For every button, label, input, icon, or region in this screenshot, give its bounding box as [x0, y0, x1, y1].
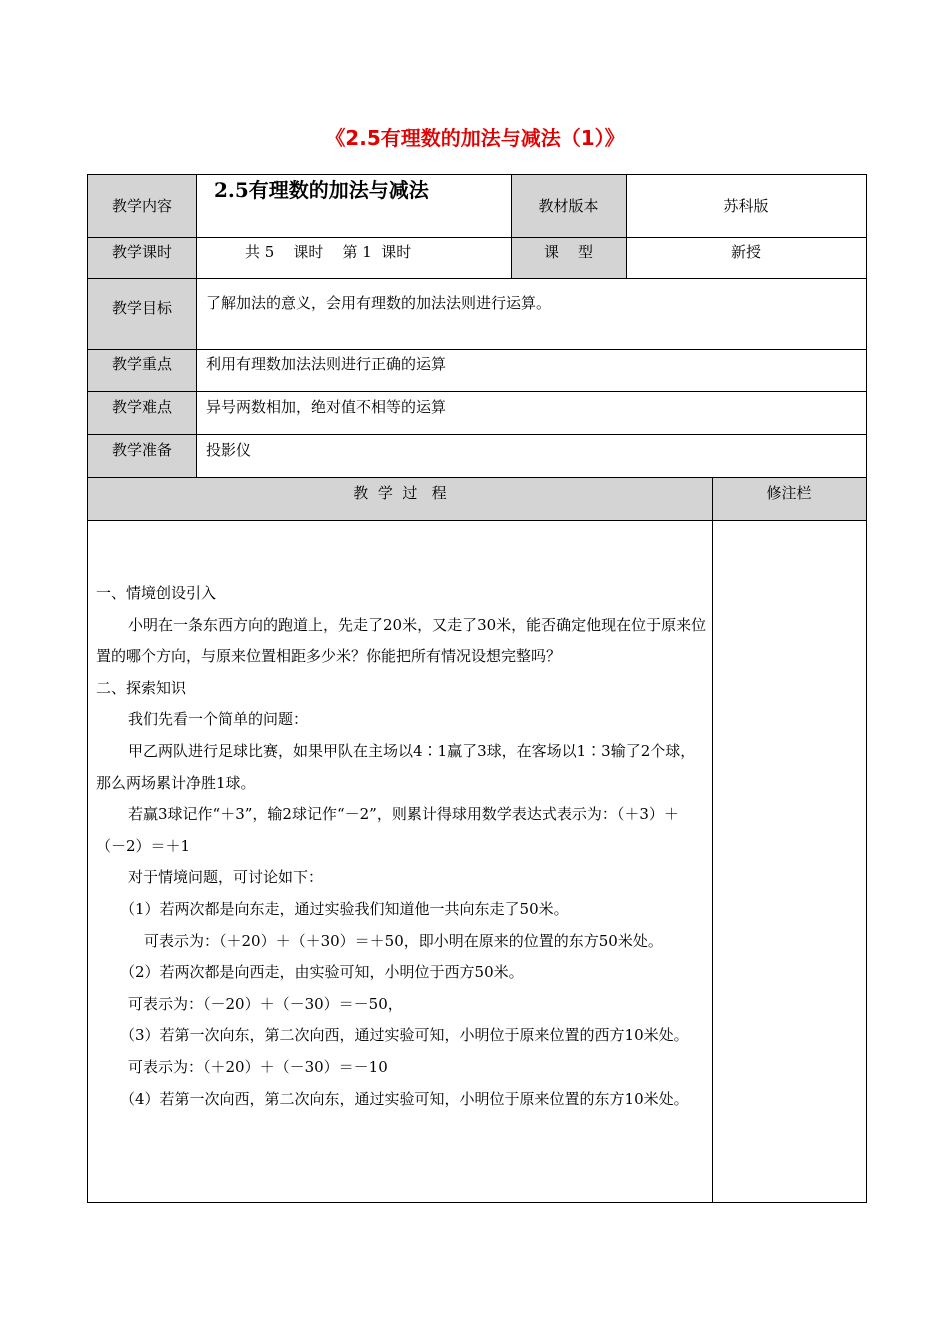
content-label: 教学内容 — [111, 197, 172, 215]
scenario-paragraph: 小明在一条东西方向的跑道上，先走了20米，又走了30米，能否确定他现在位于原来位置的哪个方向，与原来位置相距多少米？你能把所有情况设想完整吗？ — [96, 615, 707, 666]
document-title: 《2.5有理数的加法与减法（1）》 — [325, 126, 625, 150]
case-2-expression: 可表示为：（－20）＋（－30）＝－50， — [128, 994, 403, 1013]
body-paragraph: 对于情境问题，可讨论如下： — [128, 868, 324, 887]
process-body — [96, 578, 708, 1115]
goal-value: 了解加法的意义，会用有理数的加法法则进行运算。 — [206, 294, 552, 312]
topic-heading: 2.5有理数的加法与减法 — [214, 178, 429, 202]
case-4: （4）若第一次向西，第二次向东，通过实验可知，小明位于原来位置的东方10米处。 — [120, 1089, 689, 1108]
case-3: （3）若第一次向东，第二次向西，通过实验可知，小明位于原来位置的西方10米处。 — [120, 1026, 689, 1045]
case-1-expression: 可表示为：（＋20）＋（＋30）＝＋50，即小明在原来的位置的东方50米处。 — [144, 931, 663, 950]
body-paragraph: 我们先看一个简单的问题： — [128, 710, 309, 729]
edition-value: 苏科版 — [723, 197, 769, 215]
difficulty-value: 异号两数相加，绝对值不相等的运算 — [206, 398, 447, 416]
focus-label: 教学重点 — [111, 355, 172, 373]
prep-value: 投影仪 — [206, 441, 252, 459]
case-3-expression: 可表示为：（＋20）＋（－30）＝－10 — [128, 1057, 388, 1076]
goal-label: 教学目标 — [111, 299, 172, 317]
case-2: （2）若两次都是向西走，由实验可知，小明位于西方50米。 — [120, 963, 524, 982]
case-1: （1）若两次都是向东走，通过实验我们知道他一共向东走了50米。 — [120, 899, 569, 918]
notes-header: 修注栏 — [766, 484, 812, 502]
prep-label: 教学准备 — [111, 441, 172, 459]
body-paragraph: 甲乙两队进行足球比赛，如果甲队在主场以4∶1赢了3球，在客场以1∶3输了2个球，那么两场累计净胜1球。 — [96, 741, 696, 792]
type-label: 课 型 — [543, 243, 594, 261]
section-heading-explore: 二、探索知识 — [96, 678, 187, 697]
edition-label: 教材版本 — [538, 197, 599, 215]
section-heading-intro: 一、情境创设引入 — [96, 584, 217, 602]
focus-value: 利用有理数加法法则进行正确的运算 — [206, 355, 447, 373]
hours-label: 教学课时 — [111, 243, 172, 261]
hours-value: 共 5 课时 第 1 课时 — [245, 243, 412, 261]
body-paragraph: 若赢3球记作“＋3”，输2球记作“－2”，则累计得球用数学表达式表示为：（＋3）＋（－2）＝＋1 — [96, 805, 679, 855]
type-value: 新授 — [730, 243, 761, 261]
process-header: 教 学 过 程 — [353, 484, 447, 502]
difficulty-label: 教学难点 — [111, 398, 172, 416]
